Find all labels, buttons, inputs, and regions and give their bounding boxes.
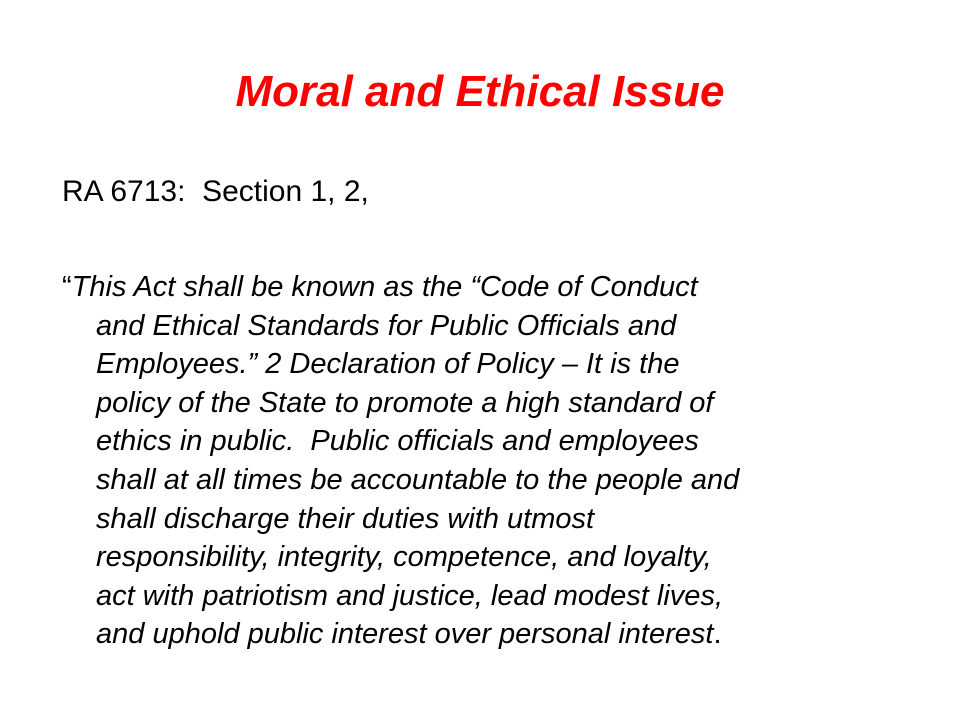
quote-line-7: shall discharge their duties with utmost [96, 502, 595, 535]
quote-line-2: and Ethical Standards for Public Officials and [96, 309, 677, 342]
quote-end-mark: . [713, 618, 722, 651]
quote-line-1 [62, 268, 932, 307]
quote-line-3: Employees.” 2 Declaration of Policy – It is the [96, 348, 680, 381]
quote-line-text: This Act shall be known as the “Code of Conduct [71, 271, 698, 303]
quote-line-5: ethics in public. Public officials and employees [96, 425, 699, 458]
slide-title: Moral and Ethical Issue [235, 67, 725, 116]
quote-line-8: responsibility, integrity, competence, and loyalty, [96, 541, 712, 574]
quote-line-9: act with patriotism and justice, lead modest lives, [96, 579, 723, 612]
quote-line-10 [62, 615, 932, 654]
quote-block [62, 268, 932, 654]
quote-line-text: and uphold public interest over personal interest [96, 618, 714, 651]
quote-line-4: policy of the State to promote a high standard of [96, 386, 714, 419]
slide-subtitle: RA 6713: Section 1, 2, [62, 175, 369, 208]
quote-open-mark: “ [62, 271, 72, 303]
quote-line-6: shall at all times be accountable to the people and [96, 463, 740, 496]
